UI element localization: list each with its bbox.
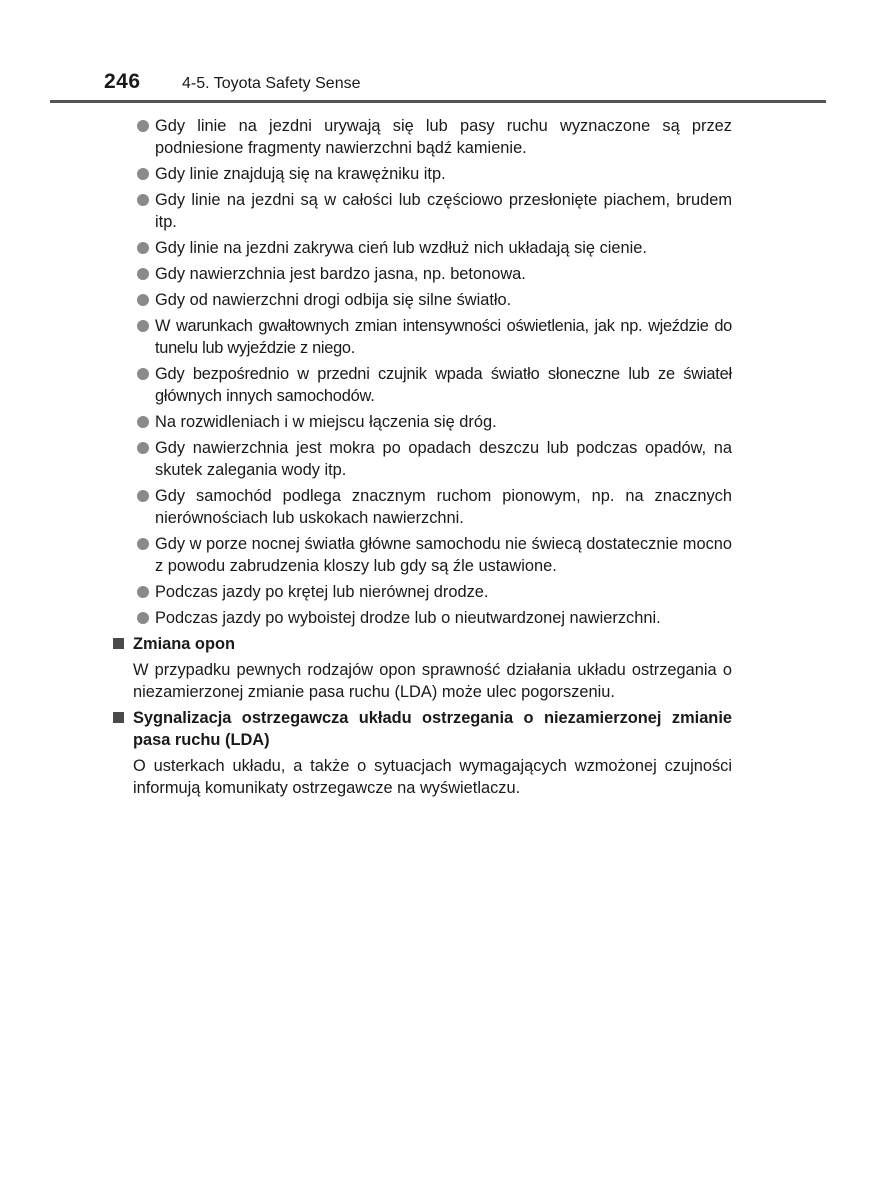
bullet-dot-icon: [137, 416, 149, 428]
bullet-dot-icon: [137, 538, 149, 550]
list-item-text: Gdy samochód podlega znacznym ruchom pionowym, np. na znacznych nierównościach lub uskokach nawierzchni.: [155, 487, 732, 527]
bullet-dot-icon: [137, 612, 149, 624]
bullet-dot-icon: [137, 320, 149, 332]
section-warning-signals: [112, 707, 732, 799]
bullet-dot-icon: [137, 294, 149, 306]
list-item-text: Podczas jazdy po wyboistej drodze lub o nieutwardzonej nawierzchni.: [155, 609, 661, 627]
section-heading: [112, 633, 732, 655]
page-number: 246: [104, 70, 141, 93]
list-item-text: Gdy nawierzchnia jest bardzo jasna, np. betonowa.: [155, 265, 526, 283]
bullet-dot-icon: [137, 586, 149, 598]
bullet-dot-icon: [137, 442, 149, 454]
list-item-text: Gdy od nawierzchni drogi odbija się silne światło.: [155, 291, 512, 309]
list-item: [112, 315, 732, 359]
bullet-dot-icon: [137, 194, 149, 206]
list-item-text: Podczas jazdy po krętej lub nierównej drodze.: [155, 583, 489, 601]
square-bullet-icon: [113, 712, 124, 723]
section-body: O usterkach układu, a także o sytuacjach wymagających wzmożonej czujności informują komunikaty ostrzegawcze na wyświetlaczu.: [133, 757, 732, 797]
list-item: [112, 163, 732, 185]
list-item: [112, 485, 732, 529]
list-item: [112, 237, 732, 259]
list-item: [112, 581, 732, 603]
list-item: [112, 363, 732, 407]
list-item-text: Na rozwidleniach i w miejscu łączenia się dróg.: [155, 413, 497, 431]
bullet-dot-icon: [137, 268, 149, 280]
list-item-text: Gdy nawierzchnia jest mokra po opadach deszczu lub podczas opadów, na skutek zalegania wody itp.: [155, 439, 732, 479]
page-header: [104, 70, 360, 98]
list-item: [112, 189, 732, 233]
bullet-dot-icon: [137, 490, 149, 502]
list-item-text: W warunkach gwałtownych zmian intensywności oświetlenia, jak np. wjeździe do tunelu lub wyjeździe z niego.: [155, 317, 732, 357]
list-item: [112, 289, 732, 311]
section-heading: [112, 707, 732, 751]
list-item-text: Gdy linie znajdują się na krawężniku itp.: [155, 165, 446, 183]
list-item: [112, 607, 732, 629]
bullet-dot-icon: [137, 120, 149, 132]
section-tire-change: [112, 633, 732, 703]
list-item: [112, 263, 732, 285]
list-item-text: Gdy w porze nocnej światła główne samochodu nie świecą dostatecznie mocno z powodu zabrudzenia kloszy lub gdy są źle ustawione.: [155, 535, 732, 575]
header-divider: [50, 100, 826, 103]
list-item-text: Gdy linie na jezdni urywają się lub pasy ruchu wyznaczone są przez podniesione fragmenty nawierzchni bądź kamienie.: [155, 117, 732, 157]
bullet-dot-icon: [137, 368, 149, 380]
list-item: [112, 115, 732, 159]
list-item-text: Gdy linie na jezdni zakrywa cień lub wzdłuż nich układają się cienie.: [155, 239, 647, 257]
section-body: W przypadku pewnych rodzajów opon sprawność działania układu ostrzegania o niezamierzonej zmianie pasa ruchu (LDA) może ulec pogorszeniu.: [133, 661, 732, 701]
list-item: [112, 533, 732, 577]
list-item: [112, 411, 732, 433]
section-title: 4-5. Toyota Safety Sense: [182, 75, 361, 92]
square-bullet-icon: [113, 638, 124, 649]
page-content: [112, 115, 732, 803]
bullet-dot-icon: [137, 168, 149, 180]
list-item: [112, 437, 732, 481]
condition-list: [112, 115, 732, 629]
list-item-text: Gdy linie na jezdni są w całości lub częściowo przesłonięte piachem, brudem itp.: [155, 191, 732, 231]
section-heading-text: Zmiana opon: [133, 635, 235, 653]
section-heading-text: Sygnalizacja ostrzegawcza układu ostrzegania o niezamierzonej zmianie pasa ruchu (LDA): [133, 709, 732, 749]
bullet-dot-icon: [137, 242, 149, 254]
list-item-text: Gdy bezpośrednio w przedni czujnik wpada światło słoneczne lub ze świateł głównych innych samochodów.: [155, 365, 732, 405]
